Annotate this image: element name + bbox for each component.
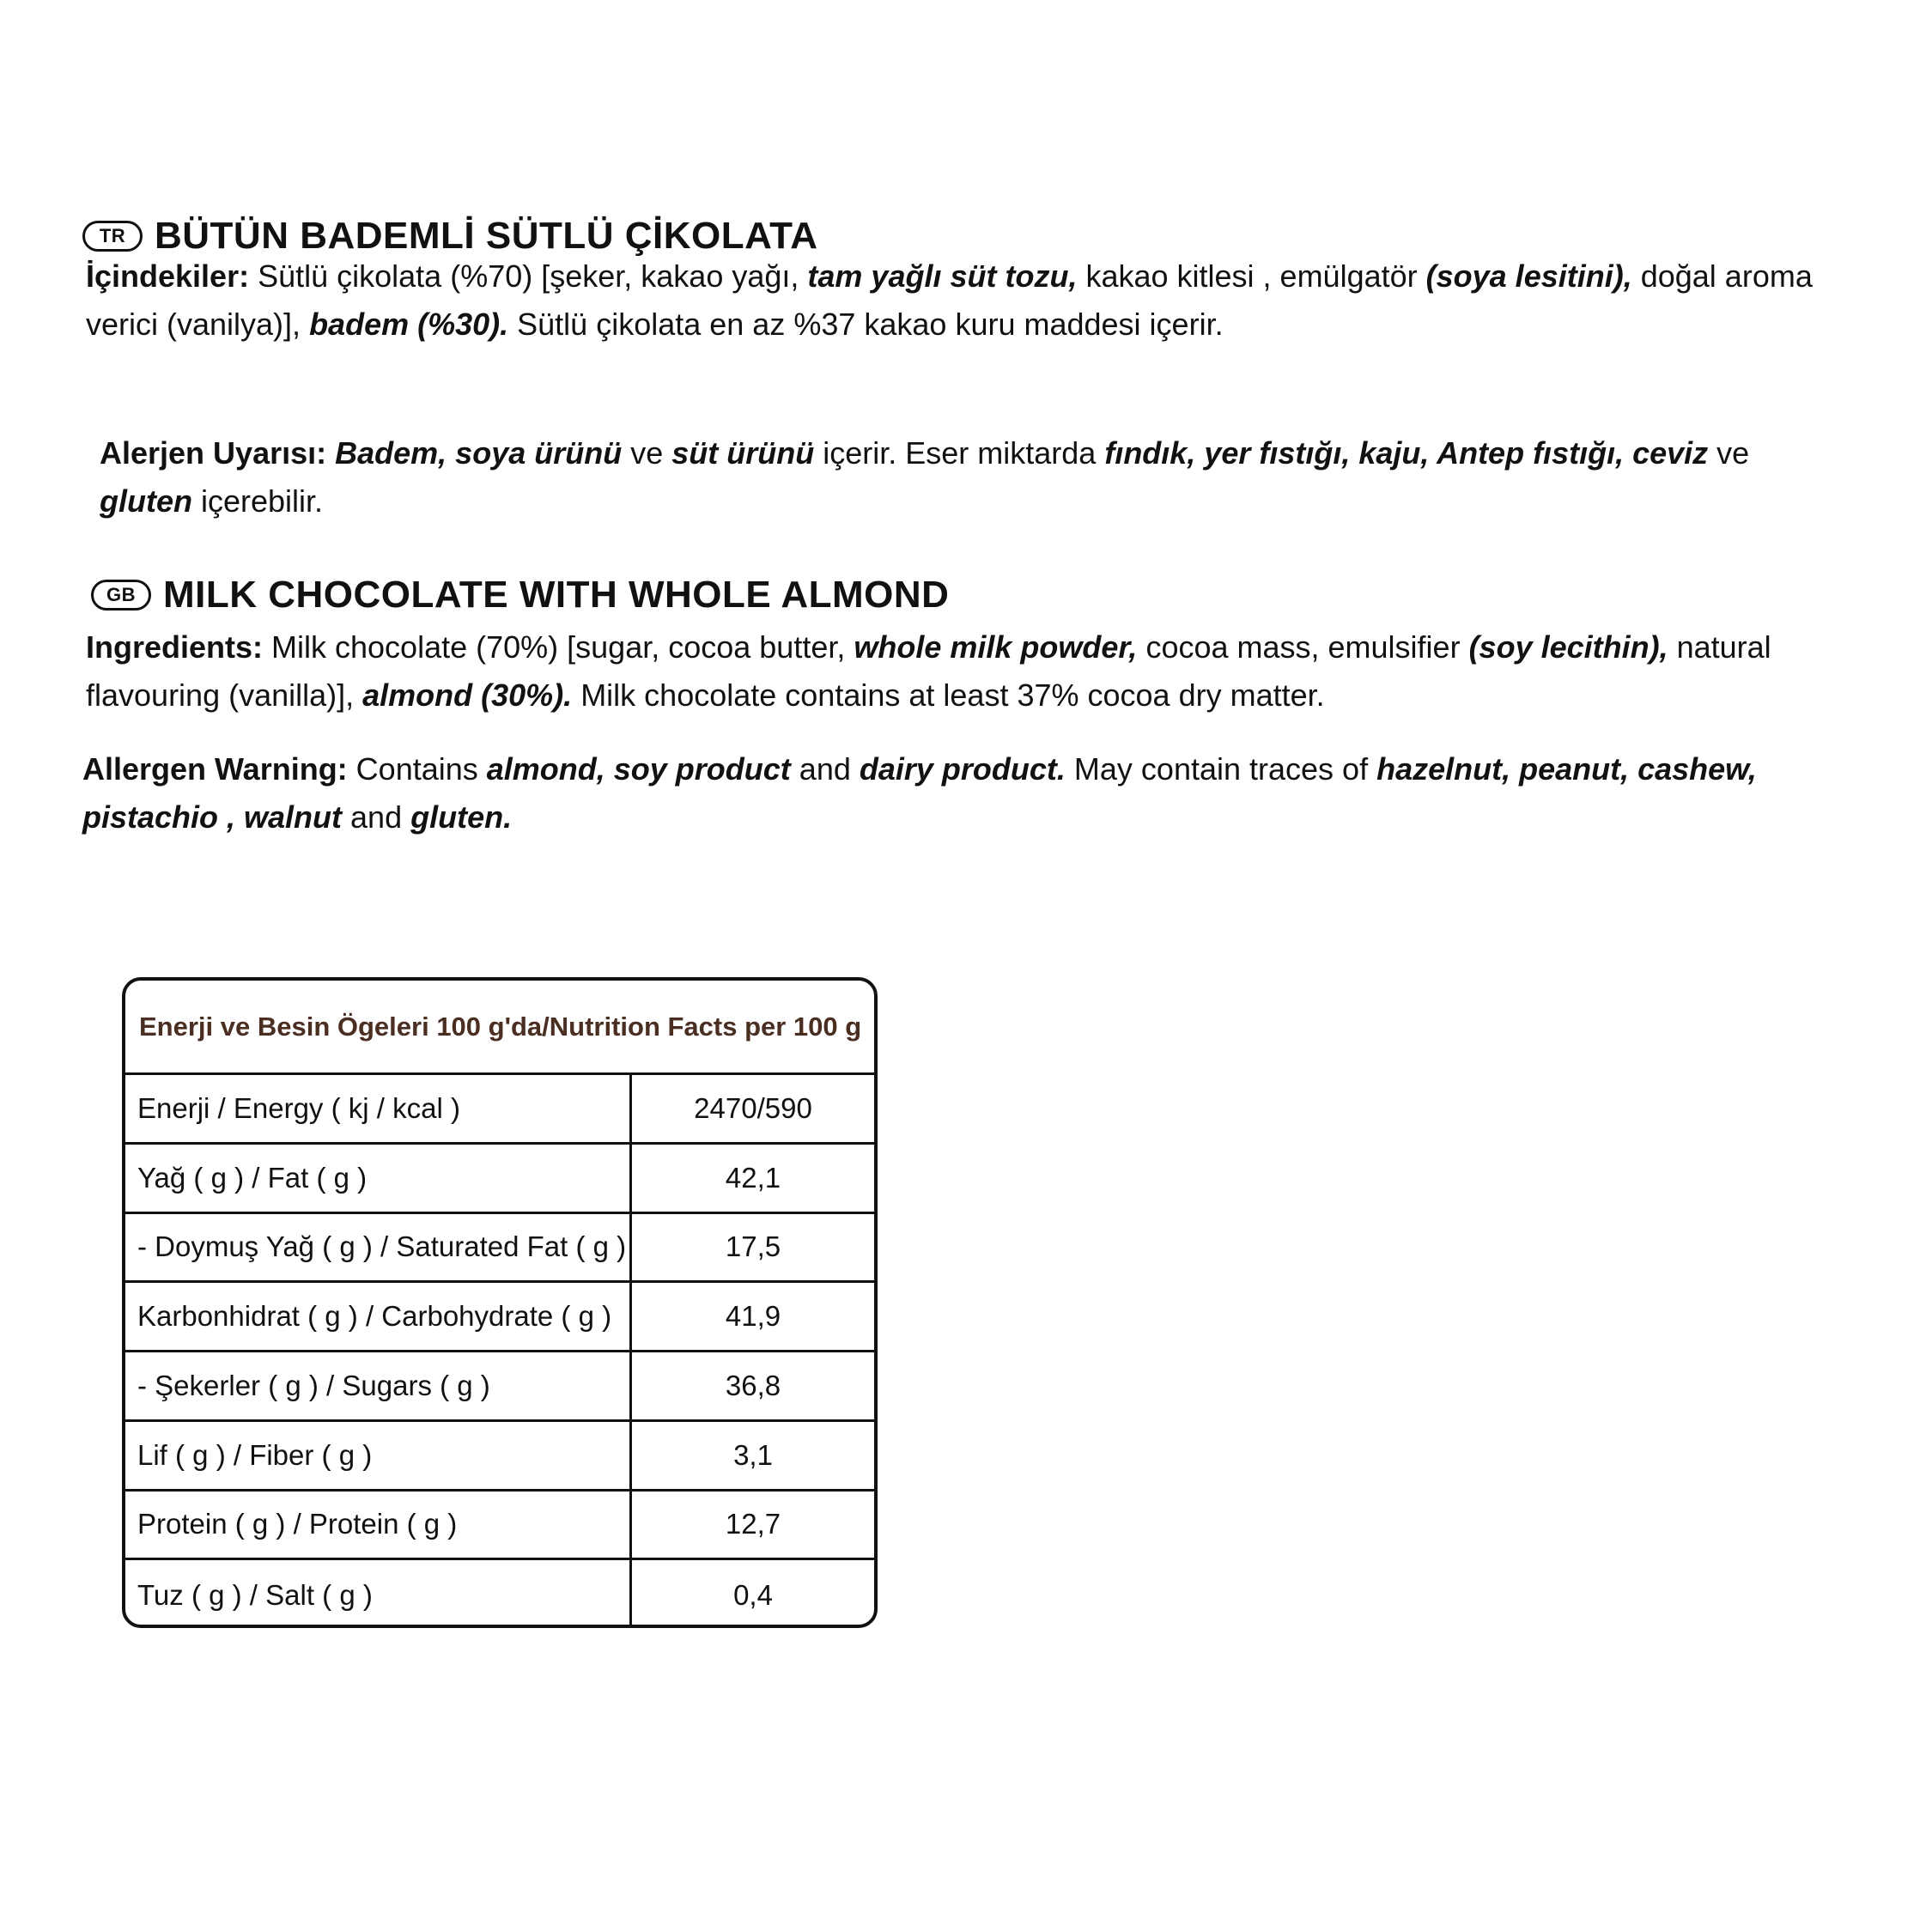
tr-ingredients-text-1: Sütlü çikolata (%70) [şeker, kakao yağı, bbox=[249, 258, 808, 294]
table-row bbox=[125, 1352, 874, 1422]
gb-title: MILK CHOCOLATE WITH WHOLE ALMOND bbox=[163, 574, 950, 616]
tr-ingredients-label: İçindekiler: bbox=[86, 258, 250, 294]
table-row bbox=[125, 1145, 874, 1214]
gb-ingredients-bold-3: almond (30%). bbox=[362, 677, 573, 713]
table-row bbox=[125, 1560, 874, 1628]
tr-ingredients-text-3: doğal aroma verici (vanilya)], bbox=[86, 258, 1813, 342]
nutrient-label: Enerji / Energy ( kj / kcal ) bbox=[125, 1075, 632, 1142]
table-row bbox=[125, 1075, 874, 1145]
tr-ingredients-text-4: Sütlü çikolata en az %37 kakao kuru maddesi içerir. bbox=[508, 307, 1224, 342]
tr-allergen-label: Alerjen Uyarısı: bbox=[100, 435, 327, 471]
nutrition-facts-table bbox=[122, 977, 878, 1628]
table-row bbox=[125, 1283, 874, 1352]
tr-allergen-text-2: içerir. Eser miktarda bbox=[814, 435, 1105, 471]
tr-allergen-text-4: içerebilir. bbox=[191, 483, 324, 519]
tr-allergen-warning bbox=[100, 429, 1834, 526]
gb-ingredients bbox=[86, 623, 1820, 720]
tr-ingredients bbox=[86, 252, 1820, 349]
gb-ingredients-text-4: Milk chocolate contains at least 37% cocoa dry matter. bbox=[572, 677, 1325, 713]
nutrient-value: 41,9 bbox=[725, 1300, 781, 1333]
tr-heading bbox=[82, 215, 818, 258]
gb-heading bbox=[91, 574, 949, 617]
table-row bbox=[125, 1492, 874, 1561]
gb-ingredients-bold-2: (soy lecithin), bbox=[1468, 629, 1668, 665]
nutrient-value: 0,4 bbox=[733, 1578, 773, 1611]
tr-allergen-text-1: ve bbox=[622, 435, 672, 471]
gb-allergen-text-4: and bbox=[342, 799, 411, 835]
nutrient-label: - Doymuş Yağ ( g ) / Saturated Fat ( g ) bbox=[125, 1214, 632, 1281]
nutrient-value: 12,7 bbox=[725, 1508, 781, 1540]
nutrient-label: Lif ( g ) / Fiber ( g ) bbox=[125, 1422, 632, 1489]
nutrient-value: 17,5 bbox=[725, 1230, 781, 1263]
nutrition-table-title: Enerji ve Besin Ögeleri 100 g'da/Nutrition Facts per 100 g bbox=[125, 981, 874, 1075]
gb-ingredients-text-3: natural flavouring (vanilla)], bbox=[86, 629, 1771, 713]
tr-allergen-bold-1: Badem, soya ürünü bbox=[335, 435, 623, 471]
nutrient-value: 3,1 bbox=[733, 1438, 773, 1471]
gb-allergen-bold-3: hazelnut, peanut, cashew, pistachio , walnut bbox=[82, 751, 1757, 835]
nutrient-label: Tuz ( g ) / Salt ( g ) bbox=[125, 1560, 632, 1628]
tr-ingredients-bold-1: tam yağlı süt tozu, bbox=[807, 258, 1078, 294]
tr-ingredients-bold-2: (soya lesitini), bbox=[1425, 258, 1632, 294]
gb-ingredients-text-2: cocoa mass, emulsifier bbox=[1137, 629, 1469, 665]
nutrient-label: Protein ( g ) / Protein ( g ) bbox=[125, 1492, 632, 1558]
tr-allergen-bold-2: süt ürünü bbox=[671, 435, 815, 471]
nutrient-label: - Şekerler ( g ) / Sugars ( g ) bbox=[125, 1352, 632, 1419]
gb-allergen-text-1: Contains bbox=[347, 751, 487, 787]
tr-allergen-bold-3: fındık, yer fıstığı, kaju, Antep fıstığı, ceviz bbox=[1104, 435, 1709, 471]
gb-allergen-text-2: and bbox=[790, 751, 860, 787]
gb-allergen-label: Allergen Warning: bbox=[82, 751, 348, 787]
tr-allergen-text-3: ve bbox=[1708, 435, 1750, 471]
gb-allergen-bold-2: dairy product. bbox=[859, 751, 1066, 787]
gb-language-badge: GB bbox=[91, 580, 151, 611]
gb-allergen-text-3: May contain traces of bbox=[1065, 751, 1377, 787]
nutrient-label: Karbonhidrat ( g ) / Carbohydrate ( g ) bbox=[125, 1283, 632, 1350]
nutrient-value: 36,8 bbox=[725, 1369, 781, 1401]
gb-ingredients-label: Ingredients: bbox=[86, 629, 264, 665]
table-row bbox=[125, 1214, 874, 1284]
tr-language-badge: TR bbox=[82, 221, 143, 252]
nutrient-value: 42,1 bbox=[725, 1161, 781, 1194]
tr-title: BÜTÜN BADEMLİ SÜTLÜ ÇİKOLATA bbox=[155, 215, 818, 257]
gb-allergen-bold-4: gluten. bbox=[410, 799, 513, 835]
nutrient-value: 2470/590 bbox=[694, 1091, 812, 1124]
gb-ingredients-text-1: Milk chocolate (70%) [sugar, cocoa butter, bbox=[263, 629, 854, 665]
tr-allergen-bold-4: gluten bbox=[100, 483, 192, 519]
table-row bbox=[125, 1422, 874, 1492]
nutrient-label: Yağ ( g ) / Fat ( g ) bbox=[125, 1145, 632, 1212]
gb-ingredients-bold-1: whole milk powder, bbox=[854, 629, 1138, 665]
gb-allergen-bold-1: almond, soy product bbox=[486, 751, 791, 787]
gb-allergen-warning bbox=[82, 745, 1834, 841]
tr-ingredients-text-2: kakao kitlesi , emülgatör bbox=[1077, 258, 1426, 294]
tr-ingredients-bold-3: badem (%30). bbox=[309, 307, 509, 342]
